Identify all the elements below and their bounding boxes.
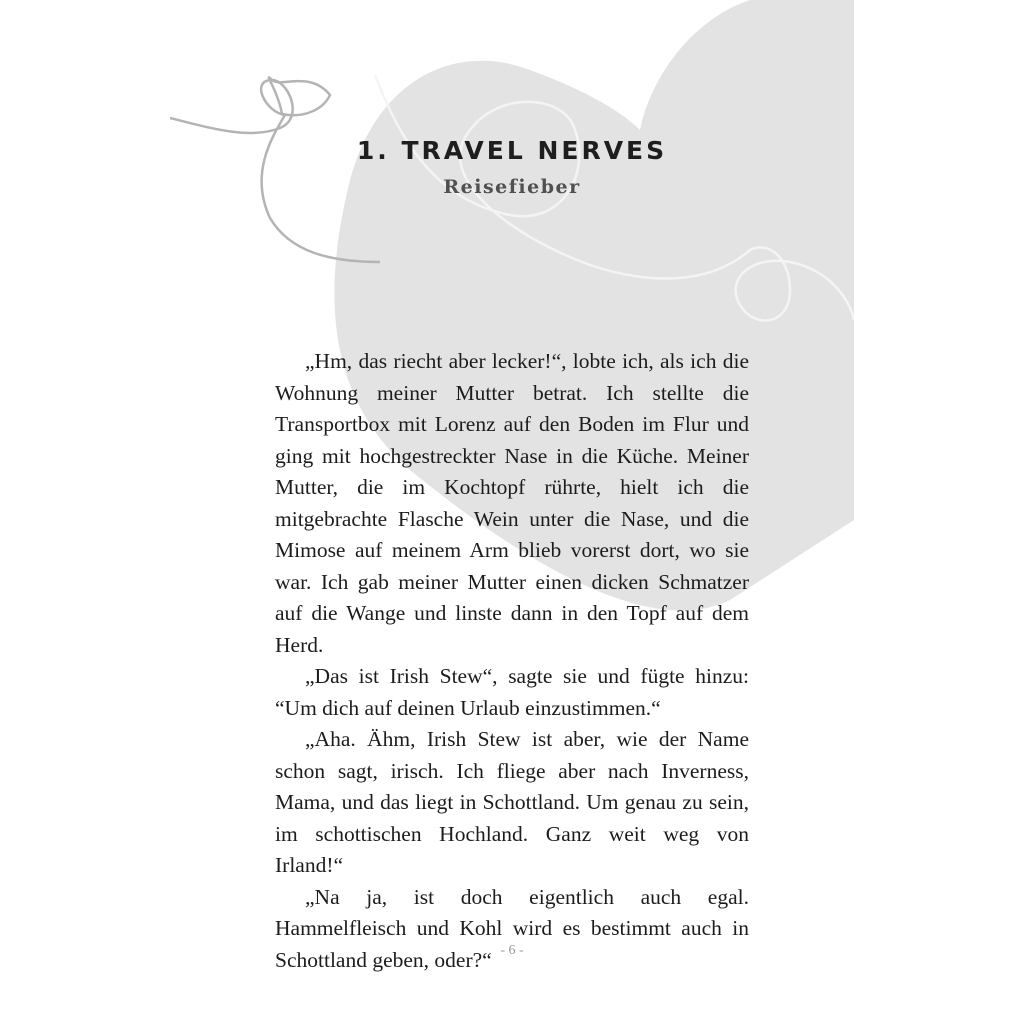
paragraph-1: „Hm, das riecht aber lecker!“, lobte ich, als ich die Wohnung meiner Mutter betrat. Ich stellte die Transportbox mit Lorenz auf den Boden im Flur und ging mit hochgestreckter Nase in die Küche. Meiner Mutter, die im Kochtopf rührte, hielt ich die mitgebrachte Flasche Wein unter die Nase, und die Mimose auf meinem Arm blieb vorerst dort, wo sie war. Ich gab meiner Mutter einen dicken Schmatzer auf die Wange und linste dann in den Topf auf dem Herd. [275,349,749,657]
paragraph-2: „Das ist Irish Stew“, sagte sie und fügte hinzu: “Um dich auf deinen Urlaub einzustimmen.“ [275,664,749,720]
chapter-subtitle: Reisefieber [443,176,581,198]
page-number: - 6 - [500,943,524,958]
small-heart-loop [269,77,330,115]
chapter-title: 1. TRAVEL NERVES [356,136,668,165]
chapter-body [275,346,749,976]
paragraph-3: „Aha. Ähm, Irish Stew ist aber, wie der Name schon sagt, irisch. Ich fliege aber nach Inverness, Mama, und das liegt in Schottland. Um genau zu sein, im schottischen Hochland. Ganz weit weg von Irland!“ [275,727,749,877]
book-page [170,0,854,1024]
paragraph-4: „Na ja, ist doch eigentlich auch egal. Hammelfleisch und Kohl wird es bestimmt auch in Schottland geben, oder?“ [275,884,749,972]
